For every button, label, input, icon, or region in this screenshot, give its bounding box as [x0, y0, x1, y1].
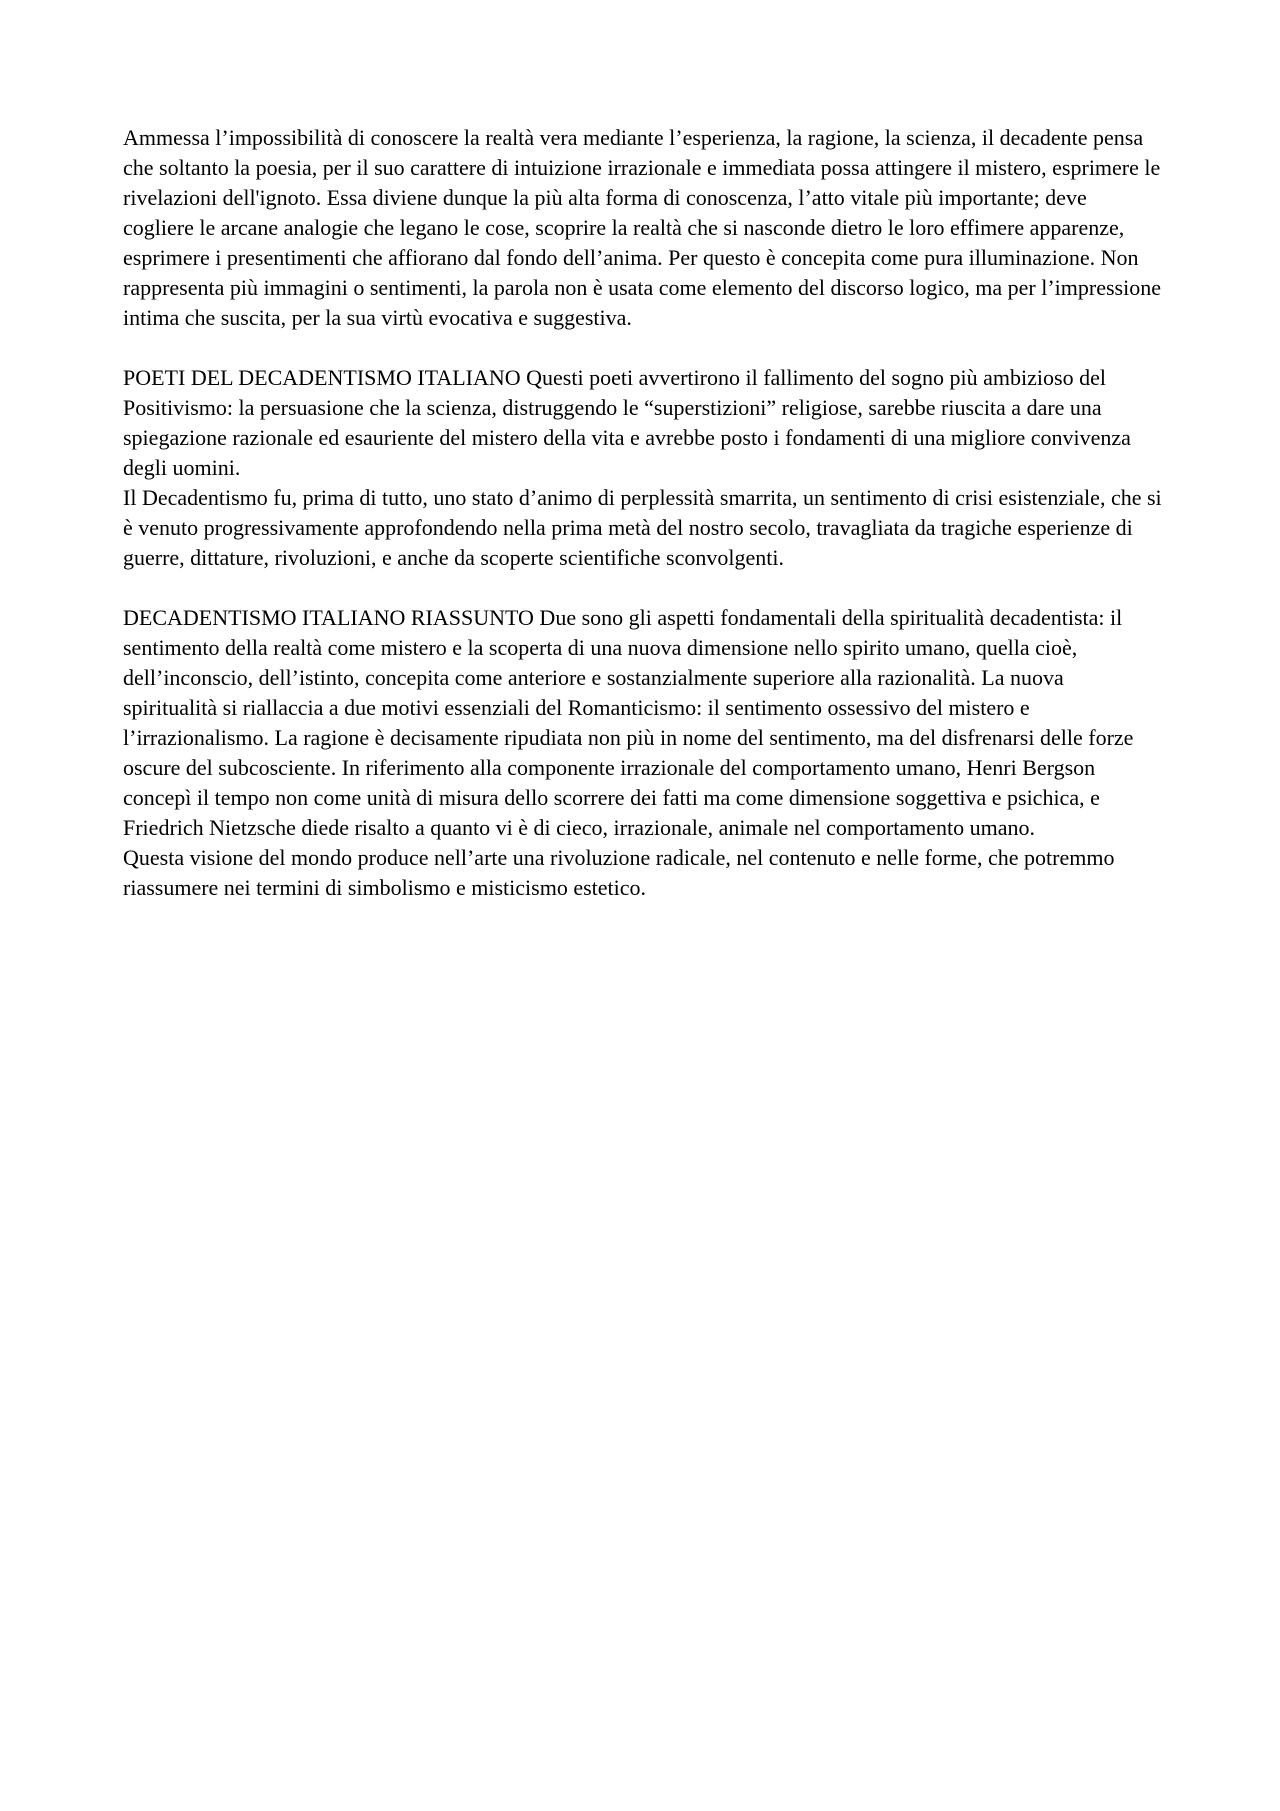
text-block-poeti-decadentismo — [123, 363, 1163, 573]
document-page — [123, 123, 1163, 933]
text-block-riassunto — [123, 603, 1163, 903]
paragraph: POETI DEL DECADENTISMO ITALIANO Questi poeti avvertirono il fallimento del sogno più ambizioso del Positivismo: la persuasione che la scienza, distruggendo le “superstizioni” religiose, sarebbe riuscita a dare una spiegazione razionale ed esauriente del mistero della vita e avrebbe posto i fondamenti di una migliore convivenza degli uomini. — [123, 365, 1131, 480]
paragraph: DECADENTISMO ITALIANO RIASSUNTO Due sono gli aspetti fondamentali della spiritualità decadentista: il sentimento della realtà come mistero e la scoperta di una nuova dimensione nello spirito umano, quella cioè, dell’inconscio, dell’istinto, concepita come anteriore e sostanzialmente superiore alla razionalità. La nuova spiritualità si riallaccia a due motivi essenziali del Romanticismo: il sentimento ossessivo del mistero e l’irrazionalismo. La ragione è decisamente ripudiata non più in nome del sentimento, ma del disfrenarsi delle forze oscure del subcosciente. In riferimento alla componente irrazionale del comportamento umano, Henri Bergson concepì il tempo non come unità di misura dello scorrere dei fatti ma come dimensione soggettiva e psichica, e Friedrich Nietzsche diede risalto a quanto vi è di cieco, irrazionale, animale nel comportamento umano. — [123, 605, 1134, 840]
text-block-intro — [123, 123, 1163, 333]
paragraph: Il Decadentismo fu, prima di tutto, uno stato d’animo di perplessità smarrita, un sentimento di crisi esistenziale, che si è venuto progressivamente approfondendo nella prima metà del nostro secolo, travagliata da tragiche esperienze di guerre, dittature, rivoluzioni, e anche da scoperte scientifiche sconvolgenti. — [123, 485, 1162, 570]
paragraph: Ammessa l’impossibilità di conoscere la realtà vera mediante l’esperienza, la ragione, la scienza, il decadente pensa che soltanto la poesia, per il suo carattere di intuizione irrazionale e immediata possa attingere il mistero, esprimere le rivelazioni dell'ignoto. Essa diviene dunque la più alta forma di conoscenza, l’atto vitale più importante; deve cogliere le arcane analogie che legano le cose, scoprire la realtà che si nasconde dietro le loro effimere apparenze, esprimere i presentimenti che affiorano dal fondo dell’anima. Per questo è concepita come pura illuminazione. Non rappresenta più immagini o sentimenti, la parola non è usata come elemento del discorso logico, ma per l’impressione intima che suscita, per la sua virtù evocativa e suggestiva. — [123, 125, 1161, 330]
paragraph: Questa visione del mondo produce nell’arte una rivoluzione radicale, nel contenuto e nelle forme, che potremmo riassumere nei termini di simbolismo e misticismo estetico. — [123, 845, 1115, 900]
